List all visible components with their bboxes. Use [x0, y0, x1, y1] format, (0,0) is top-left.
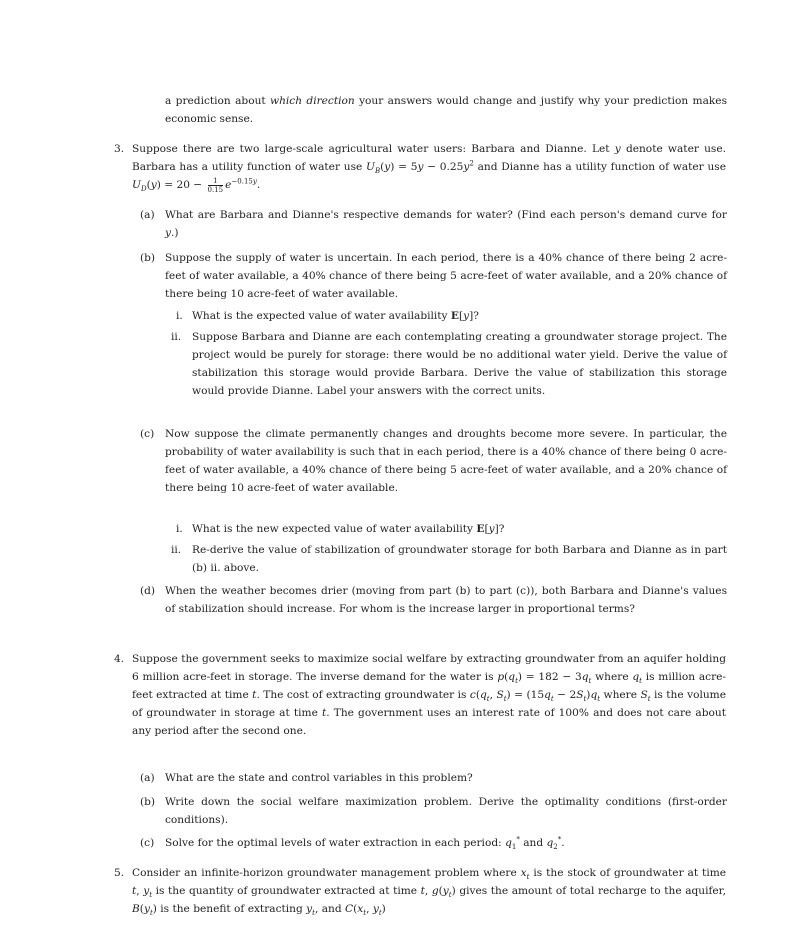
- q3c-body: Now suppose the climate permanently changes and droughts become more severe. In particular, the probability of water availability is such that in each period, there is a 40% chance of there being 0 acre-feet of water available, a 40% chance of there being 5 acre-feet of water available, and a 20% chance of there being 10 acre-feet of water available.: [165, 428, 727, 494]
- q3b-ii-text: [192, 328, 727, 400]
- q3a-label: (a): [140, 209, 155, 221]
- q4-stem-part3: is million acre-feet extracted at time: [132, 671, 727, 701]
- q3b-i-body: What is the expected value of water availability: [192, 310, 448, 322]
- q3b-i-text: What is the expected value of water availability E[y]?: [192, 310, 479, 322]
- q4-stem: Suppose the government seeks to maximize social welfare by extracting groundwater from an aquifer holding 6 million acre-feet in storage. The inverse demand for the water is $p(q_t) = 182 - 3q_t$ where $q_t$ is million acre-feet extracted at time t. The cost of extracting groundwater is $c(q_t$, $S_t) = (15q_t - 2S_t)q_t$ where $S_t$ is the volume of groundwater in storage at time t. The government uses an interest rate of 100% and does not care about any period after the second one.: [132, 653, 727, 737]
- q3c-text: [165, 425, 727, 497]
- q4-stem-part7: . The government uses an interest rate of 100% and does not care about any period after the second one.: [132, 707, 726, 737]
- q4-stem-part2: where: [595, 671, 629, 683]
- q4-stem-part4: . The cost of extracting groundwater is: [256, 689, 467, 701]
- q4a-text: [165, 769, 727, 787]
- q4c-text: Solve for the optimal levels of water extraction in each period: $q_1^*$ and $q_2^*$.: [165, 835, 565, 852]
- intro-paragraph: [165, 92, 727, 128]
- q5-stem-part3: is the quantity of groundwater extracted at time: [155, 885, 418, 897]
- q4-stem-part1: Suppose the government seeks to maximize social welfare by extracting groundwater from an aquifer holding 6 million acre-feet in storage. The inverse demand for the water is: [132, 653, 726, 683]
- q3a-body: What are Barbara and Dianne's respective demands for water? (Find each person's demand curve for: [165, 209, 727, 221]
- q5-stem: Consider an infinite-horizon groundwater management problem where $x_t$ is the stock of groundwater at time t, $y_t$ is the quantity of groundwater extracted at time t, $g(y_t)$ gives the amount of total recharge to the aquifer, $B(y_t)$ is the benefit of extracting $y_t$, and $C(x_t$, $y_t$): [132, 867, 727, 918]
- q3c-i-body: What is the new expected value of water availability: [192, 523, 474, 535]
- q4c-label: (c): [140, 837, 155, 849]
- q5-stem-part4: gives the amount of total recharge to the aquifer,: [459, 885, 726, 897]
- q3c-i-text: What is the new expected value of water availability E[y]?: [192, 523, 505, 535]
- q4b-text: [165, 793, 727, 829]
- q3-stem-part3: and Dianne has a utility function of water use: [477, 161, 727, 173]
- q4c-and: and: [523, 837, 544, 849]
- q4a-label: (a): [140, 772, 155, 784]
- q5-number: 5.: [114, 867, 125, 879]
- q5-stem-part2: is the stock of groundwater at time: [533, 867, 727, 879]
- q4a-body: What are the state and control variables in this problem?: [165, 772, 473, 784]
- q3c-ii-text: [192, 541, 727, 577]
- q3-stem-part2: denote water use. Barbara has a utility function of water use: [132, 143, 727, 173]
- q4b-body: Write down the social welfare maximization problem. Derive the optimality conditions (first-order conditions).: [165, 796, 727, 826]
- q3a-text: What are Barbara and Dianne's respective demands for water? (Find each person's demand curve for y.): [165, 209, 727, 239]
- q4c-body: Solve for the optimal levels of water extraction in each period:: [165, 837, 502, 849]
- q3c-label: (c): [140, 428, 155, 440]
- q4b-label: (b): [140, 796, 156, 808]
- q5-stem-part6: , and: [314, 903, 342, 915]
- q3d-body: When the weather becomes drier (moving from part (b) to part (c)), both Barbara and Dianne's values of stabilization should increase. For whom is the increase larger in proportional terms?: [165, 585, 727, 615]
- q4-stem-part5: where: [603, 689, 638, 701]
- intro-emphasis: which direction: [270, 95, 355, 107]
- q5-stem-part5: is the benefit of extracting: [160, 903, 303, 915]
- q3d-label: (d): [140, 585, 156, 597]
- q3-stem: Suppose there are two large-scale agricultural water users: Barbara and Dianne. Let y denote water use. Barbara has a utility function of water use $U_B(y) = 5y - 0.25y^2$ and Dianne has a utility function of water use $U_D(y) = 20$ − $\frac{1}{0.15}$ $e^{-0.15y}$.: [132, 143, 727, 194]
- q3-number: 3.: [114, 143, 125, 155]
- q3-stem-part1: Suppose there are two large-scale agricultural water users: Barbara and Dianne. Let: [132, 143, 610, 155]
- q4-stem-part6: is the volume of groundwater in storage at time: [132, 689, 726, 719]
- q3b-label: (b): [140, 252, 156, 264]
- q3b-text: [165, 249, 727, 303]
- q3b-body: Suppose the supply of water is uncertain. In each period, there is a 40% chance of there being 2 acre-feet of water available, a 40% chance of there being 5 acre-feet of water available, and a 20% chance of there being 10 acre-feet of water available.: [165, 252, 727, 300]
- q3b-ii-label: ii.: [171, 331, 182, 343]
- q3c-ii-label: ii.: [171, 544, 182, 556]
- q3c-ii-body: Re-derive the value of stabilization of groundwater storage for both Barbara and Dianne as in part (b) ii. above.: [192, 544, 727, 574]
- intro-pre: a prediction about: [165, 95, 266, 107]
- q3b-ii-body: Suppose Barbara and Dianne are each contemplating creating a groundwater storage project. The project would be purely for storage: there would be no additional water yield. Derive the value of stabilization this storage would provide Barbara. Derive the value of stabilization this storage would provide Dianne. Label your answers with the correct units.: [192, 331, 727, 397]
- q3b-i-label: i.: [176, 310, 183, 322]
- q5-stem-part1: Consider an infinite-horizon groundwater management problem where: [132, 867, 517, 879]
- q3d-text: [165, 582, 727, 618]
- q3c-i-label: i.: [176, 523, 183, 535]
- q4-number: 4.: [114, 653, 125, 665]
- intro-post: your answers would change and justify why your prediction makes economic sense.: [165, 95, 728, 125]
- q3a-end: .): [171, 227, 179, 239]
